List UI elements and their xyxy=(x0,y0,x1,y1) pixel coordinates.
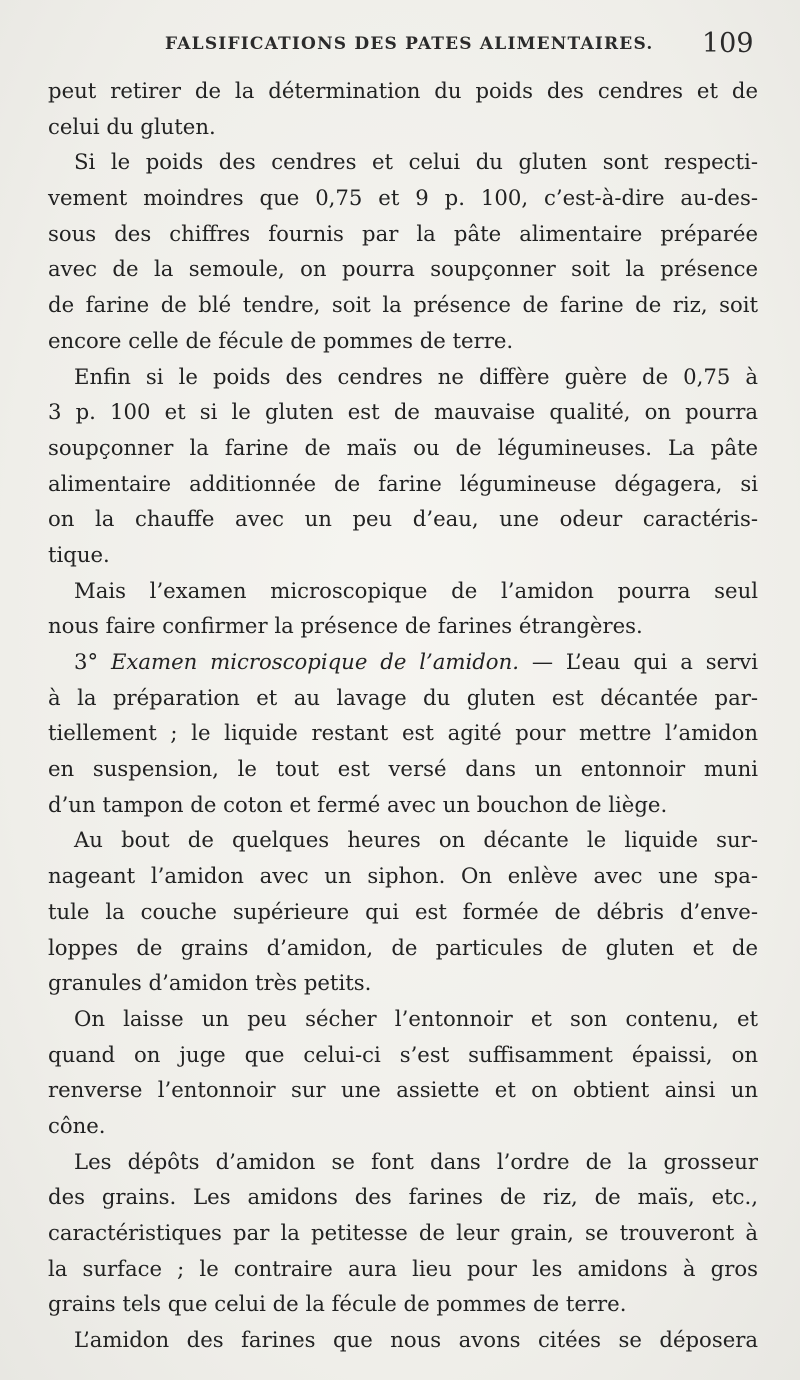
text-line: Enfin si le poids des cendres ne diffère guère de 0,75 à xyxy=(74,363,758,389)
text-line: sous des chiffres fournis par la pâte alimentaire préparée xyxy=(48,220,758,246)
text-line: Mais l’examen microscopique de l’amidon pourra seul xyxy=(74,577,758,603)
text-line: tique. xyxy=(48,541,110,567)
text-line: nageant l’amidon avec un siphon. On enlève avec une spa- xyxy=(48,863,758,889)
text-line: Les dépôts d’amidon se font dans l’ordre de la grosseur xyxy=(74,1148,758,1174)
text-line: vement moindres que 0,75 et 9 p. 100, c’est-à-dire au-des- xyxy=(48,185,758,211)
text-line: des grains. Les amidons des farines de riz, de maïs, etc., xyxy=(48,1184,758,1210)
section-heading: Examen microscopique de l’amidon. xyxy=(110,649,519,674)
text-line: Au bout de quelques heures on décante le liquide sur- xyxy=(74,827,758,853)
running-head xyxy=(0,26,800,66)
text-line: on la chauffe avec un peu d’eau, une odeur caractéris- xyxy=(48,506,758,532)
text-line xyxy=(48,644,758,680)
text-line: L’amidon des farines que nous avons citées se déposera xyxy=(74,1327,758,1353)
text-line: loppes de grains d’amidon, de particules de gluten et de xyxy=(48,934,758,960)
text-line: renverse l’entonnoir sur une assiette et on obtient ainsi un xyxy=(48,1077,758,1103)
line-text: — L’eau qui a servi xyxy=(531,649,758,674)
text-line: soupçonner la farine de maïs ou de légumineuses. La pâte xyxy=(48,434,758,460)
text-line: grains tels que celui de la fécule de pommes de terre. xyxy=(48,1291,627,1317)
text-line: avec de la semoule, on pourra soupçonner soit la présence xyxy=(48,256,758,282)
body-text xyxy=(48,73,758,1358)
text-line: la surface ; le contraire aura lieu pour les amidons à gros xyxy=(48,1255,758,1281)
text-line: en suspension, le tout est versé dans un entonnoir muni xyxy=(48,756,758,782)
text-line: On laisse un peu sécher l’entonnoir et son contenu, et xyxy=(74,1005,758,1031)
text-line: celui du gluten. xyxy=(48,113,216,139)
section-number: 3° xyxy=(74,649,111,674)
running-title: FALSIFICATIONS DES PATES ALIMENTAIRES. xyxy=(165,34,654,54)
text-line: granules d’amidon très petits. xyxy=(48,970,372,996)
text-line: nous faire confirmer la présence de farines étrangères. xyxy=(48,613,643,639)
text-line: de farine de blé tendre, soit la présence de farine de riz, soit xyxy=(48,292,758,318)
text-line: Si le poids des cendres et celui du gluten sont respecti- xyxy=(74,149,758,175)
text-line: quand on juge que celui-ci s’est suffisamment épaissi, on xyxy=(48,1041,758,1067)
text-line: encore celle de fécule de pommes de terre. xyxy=(48,327,514,353)
text-line: tiellement ; le liquide restant est agité pour mettre l’amidon xyxy=(48,720,758,746)
text-line: tule la couche supérieure qui est formée de débris d’enve- xyxy=(48,898,758,924)
text-line: 3 p. 100 et si le gluten est de mauvaise qualité, on pourra xyxy=(48,399,758,425)
text-line: cône. xyxy=(48,1112,106,1138)
text-line: alimentaire additionnée de farine légumineuse dégagera, si xyxy=(48,470,758,496)
text-line: peut retirer de la détermination du poids des cendres et de xyxy=(48,78,758,103)
text-line: à la préparation et au lavage du gluten est décantée par- xyxy=(48,684,758,710)
text-line: caractéristiques par la petitesse de leur grain, se trouveront à xyxy=(48,1220,758,1245)
text-line: d’un tampon de coton et fermé avec un bouchon de liège. xyxy=(48,791,668,817)
page-number: 109 xyxy=(702,28,754,59)
